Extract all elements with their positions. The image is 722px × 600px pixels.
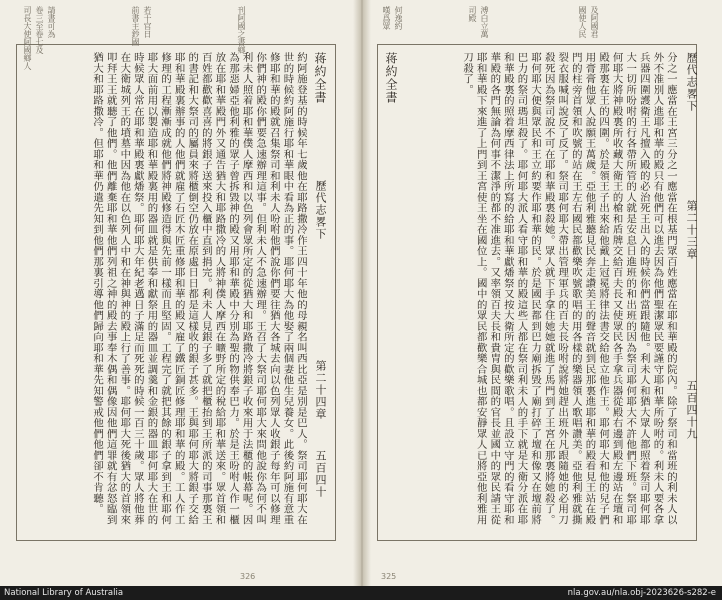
right-margin-note-6: 及阿國君 [590,6,599,38]
right-body-text: 分之一應當在王宮三分之一應當在根基門眾百姓應當在耶和華殿的院內。除了祭司和當班的利未人以外不准別人進耶和華的殿只有他們可以進去因為他們聖潔眾民要謹守耶和華所吩咐的。利未人要各拿兵器四圍護衛王凡擅入殿的必治死王出入的時候你們當跟隨他。利未人和猶大眾人都照着祭司耶何耶大一切所吩咐的行各帶所管的人就是安息日進班的和出班的因為祭司耶何耶大不許他們下班。祭司耶何耶大將神殿裏所收藏大衛王的槍和盾牌交給百夫長又使眾民各手拿兵器從殿右邊到殿左邊站在壇和殿那裏在王的四圍。於是領王子出來給他戴上冠冕將律法書交給他立他作王。耶何耶大和他的兒子們用膏膏他眾人說願王萬歲。亞他利雅聽見民奔走讚美王的聲音就到民那裏進耶和華的殿看見王站在殿門的柱旁首領和吹號的站在王左右國民都歡樂吹號歌唱的用各樣的樂器領人歌唱讚美。亞他利雅就撕裂衣服喊叫說反了反了。祭司耶何耶大帶出管理軍兵的百夫長吩咐說將她趕出班外凡跟隨她的必用刀殺死因為祭司說不可在耶和華殿裏殺她。眾人就下手拿住她她就進了馬門到了王宮在那裏將她殺了。耶何耶大便與眾民和王立約要作耶和華的民。於是國民都到巴力廟拆毀了廟打碎了壇和像又在壇前將巴力的祭司瑪坦殺了。耶何耶大派人看守耶和華的殿這些人都在祭司利未人的手下就是大衛分派在耶和華殿裏的照着摩西律法上所寫的給耶和華獻燔祭又按大衛所定的歡樂歌唱。且設立守門的看守耶和華殿的各門無論為何事不潔淨的都不准進去。又率領百夫長和貴冑與民間的官長並國中的眾民請王從耶和華殿下來進了上門到王宮使王坐在國位上。國中的眾民都歡樂合城也都安靜眾人已將亞他利雅用刀殺了。 [461,52,677,525]
left-margin-note-5: 若干官日 [143,6,152,38]
viewer-footer [0,586,722,600]
book-gutter [353,0,371,586]
left-page-number: 五百四十 [314,450,327,498]
right-margin-note-2: 何逸約 [394,6,403,30]
right-chapter-title: 歷代志畧下 [685,52,698,112]
right-book-title: 蒋約全書 [384,52,398,104]
left-margin-note-1: 司長大使阿國鄉人 [23,6,32,70]
right-margin-note-3: 司殿 [468,6,477,22]
left-margin-note-2: 卷三至卷七及 [35,6,44,54]
left-margin-note-4: 前書主鈔國 [131,6,140,46]
left-margin-note-6: 刊阿國之書鄉 [237,6,246,54]
footer-source-label: National Library of Australia [4,588,124,598]
footer-object-id[interactable]: nla.gov.au/nla.obj-2023626-s282-e [567,588,716,598]
right-folio-mark: 325 [381,572,397,581]
left-body-text: 約阿施登基的時候年七歲他在耶路撒冷作王四十年他的母親名叫西比亞是別是巴人。祭司耶何耶大在世的時候約阿施行耶和華眼中看為正的事。耶何耶大為他娶了兩個妻他生兒養女。此後約阿施有意重修耶和華的殿就召集祭司和利未人吩咐他們說你們要往猶大各城去向以色列眾人收銀子每年可以修理你們神的殿你們要急速辦理這事。但利未人不急速辦理。王召了大祭司耶何耶大來問他說你為何不叫利未人照着耶和華僕人摩西和以色列會眾所定的從猶大和耶路撒冷將銀子收來用于法櫃的帳幕呢。因為那惡婦亞他利雅的眾子曾拆毀神的殿又用耶和華殿中分別為聖的物供奉巴力。於是王吩咐人作一櫃放在耶和華殿門外又通告猶大和耶路撒冷的人將神僕人摩西在曠野所定的稅給耶和華送來。眾首領和百姓都歡歡喜喜的將銀子送來投入櫃中直到捐完。利未人見銀子多了就把櫃抬到王所派的司事那裏王的書記和大祭司的屬員來將櫃倒空仍放在原處日日都是這樣收的銀子甚多。王與耶何耶大將銀子交給耶和華殿裏辦事的人他們就雇了石匠木匠重修耶和華的殿又雇了鐵匠銅匠修理耶和華的殿。工人作工修理的工程漸漸成就他們將神殿修造得與先前一樣而且堅固。工程完了就把其餘的銀子拿到王和耶何耶大面前用以製造耶和華殿裏用的器皿就是供奉和獻祭用的器皿並調羹和金銀的器皿耶何耶大在世的時候眾人常在耶和華殿裏獻燔祭。耶何耶大年紀老邁日子滿足而死死的時候一百三十歲。眾人將他葬在大衛城列王的墳墓中因為他在以色列人中和在神與神的殿上行了善事。耶何耶大死後猶大的首領來叩拜王王就聽了他們。他們離棄耶和華他們列祖之神的殿去事奉木偶和偶像因他們這罪就有忿怒臨到猶大和耶路撒冷。但耶和華仍遣先知到他們那裏引導他們歸向耶和華先知警戒他們他們卻不肯聽。 [91,52,307,525]
left-chapter-title: 歷代志畧下 [314,180,327,240]
left-page [0,0,362,586]
right-page [361,0,722,586]
right-chapter-number: 第二十三章 [685,200,698,260]
right-page-number: 五百四十九 [685,380,698,440]
left-margin-note-3: 請書可為 [47,6,56,38]
left-book-title: 蒋約全書 [313,52,327,104]
left-chapter-number: 第二十四章 [314,360,327,420]
left-folio-mark: 326 [240,572,256,581]
right-margin-note-1: 嘆爲眾 [382,6,391,30]
right-margin-note-4: 溥白立萬 [480,6,489,38]
right-margin-note-5: 國使人民 [578,6,587,38]
